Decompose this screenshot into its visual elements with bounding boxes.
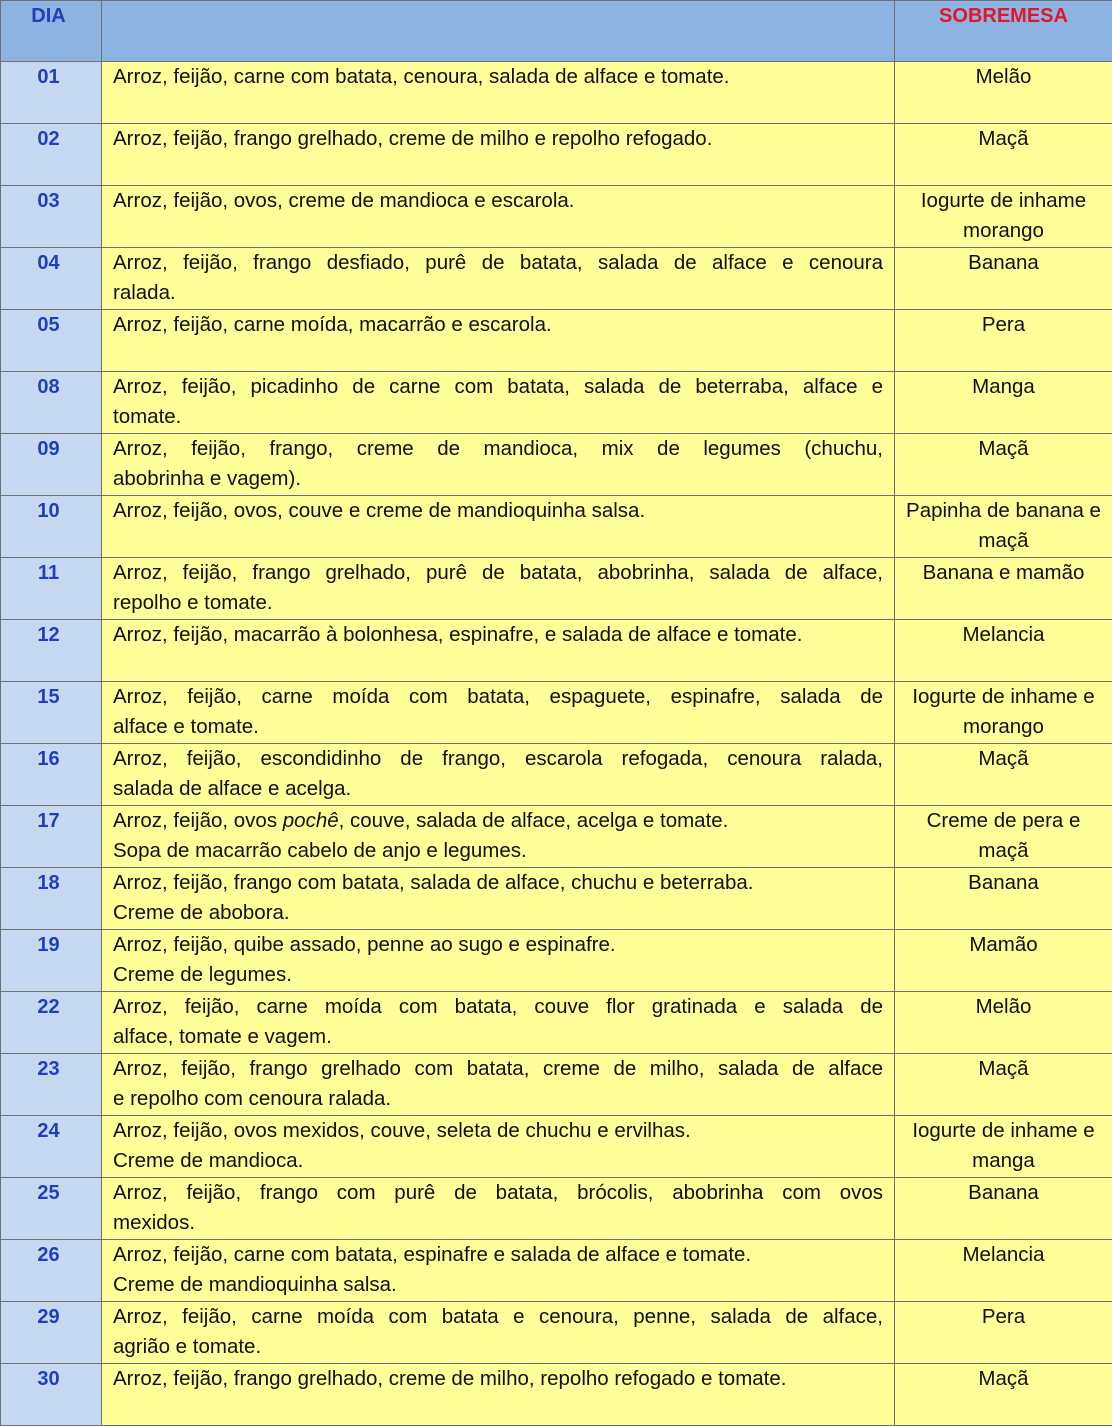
day-cell <box>1 868 102 930</box>
table-row <box>1 124 1112 186</box>
dessert-text: Melancia <box>895 1240 1112 1270</box>
dessert-text: Maçã <box>895 434 1112 464</box>
meal-line: Creme de abobora. <box>113 898 883 928</box>
meal-line: repolho e tomate. <box>113 588 883 618</box>
table-row <box>1 186 1112 248</box>
dessert-text: Melancia <box>895 620 1112 650</box>
meal-line: Arroz, feijão, ovos, creme de mandioca e escarola. <box>113 186 883 216</box>
table-row <box>1 1178 1112 1240</box>
table-row <box>1 1240 1112 1302</box>
dessert-cell <box>895 1178 1112 1240</box>
dessert-cell <box>895 868 1112 930</box>
meal-cell <box>102 1240 895 1302</box>
meal-line: ralada. <box>113 278 883 308</box>
meal-text <box>102 620 894 650</box>
dessert-cell <box>895 1116 1112 1178</box>
dessert-text: Banana <box>895 868 1112 898</box>
meal-cell <box>102 992 895 1054</box>
day-cell <box>1 1054 102 1116</box>
meal-cell <box>102 186 895 248</box>
table-row <box>1 434 1112 496</box>
day-number: 05 <box>1 310 101 337</box>
day-cell <box>1 310 102 372</box>
dessert-cell <box>895 558 1112 620</box>
meal-text <box>102 248 894 308</box>
meal-text <box>102 1178 894 1238</box>
day-number: 16 <box>1 744 101 771</box>
day-number: 29 <box>1 1302 101 1329</box>
table-header-row <box>1 1 1112 62</box>
table-row <box>1 620 1112 682</box>
meal-line: Arroz, feijão, carne moída com batata, espaguete, espinafre, salada de <box>113 682 883 712</box>
meal-line: alface, tomate e vagem. <box>113 1022 883 1052</box>
header-day: DIA <box>1 1 102 62</box>
day-cell <box>1 1240 102 1302</box>
dessert-text: Banana <box>895 1178 1112 1208</box>
meal-text <box>102 496 894 526</box>
meal-cell <box>102 248 895 310</box>
dessert-cell <box>895 310 1112 372</box>
dessert-text: Maçã <box>895 1364 1112 1394</box>
day-cell <box>1 248 102 310</box>
day-number: 10 <box>1 496 101 523</box>
meal-cell <box>102 806 895 868</box>
dessert-text: Maçã <box>895 744 1112 774</box>
meal-text <box>102 992 894 1052</box>
meal-cell <box>102 930 895 992</box>
day-number: 19 <box>1 930 101 957</box>
meal-line <box>113 806 883 836</box>
meal-line: agrião e tomate. <box>113 1332 883 1362</box>
header-dessert: SOBREMESA <box>895 1 1112 62</box>
day-number: 25 <box>1 1178 101 1205</box>
table-row <box>1 930 1112 992</box>
meal-line-part: Arroz, feijão, ovos <box>113 809 283 832</box>
day-number: 24 <box>1 1116 101 1143</box>
meal-cell <box>102 496 895 558</box>
table-row <box>1 744 1112 806</box>
day-number: 17 <box>1 806 101 833</box>
meal-line: Creme de mandioca. <box>113 1146 883 1176</box>
day-number: 11 <box>1 558 101 585</box>
day-number: 18 <box>1 868 101 895</box>
day-cell <box>1 496 102 558</box>
meal-cell <box>102 124 895 186</box>
day-cell <box>1 992 102 1054</box>
day-cell <box>1 372 102 434</box>
meal-cell <box>102 1364 895 1426</box>
dessert-cell <box>895 682 1112 744</box>
meal-line: Arroz, feijão, frango com batata, salada de alface, chuchu e beterraba. <box>113 868 883 898</box>
meal-line: Arroz, feijão, escondidinho de frango, escarola refogada, cenoura ralada, <box>113 744 883 774</box>
table-row <box>1 310 1112 372</box>
day-cell <box>1 1302 102 1364</box>
dessert-cell <box>895 1302 1112 1364</box>
table-row <box>1 1116 1112 1178</box>
day-number: 23 <box>1 1054 101 1081</box>
meal-line: abobrinha e vagem). <box>113 464 883 494</box>
day-number: 12 <box>1 620 101 647</box>
day-cell <box>1 620 102 682</box>
day-cell <box>1 1178 102 1240</box>
table-row <box>1 496 1112 558</box>
dessert-text: Melão <box>895 62 1112 92</box>
meal-text <box>102 682 894 742</box>
dessert-text: Iogurte de inhame e morango <box>895 682 1112 742</box>
dessert-cell <box>895 372 1112 434</box>
dessert-text: Iogurte de inhame e manga <box>895 1116 1112 1176</box>
day-number: 26 <box>1 1240 101 1267</box>
day-number: 30 <box>1 1364 101 1391</box>
day-cell <box>1 744 102 806</box>
dessert-cell <box>895 124 1112 186</box>
day-cell <box>1 186 102 248</box>
meal-cell <box>102 1178 895 1240</box>
meal-text <box>102 124 894 154</box>
meal-line: Arroz, feijão, frango grelhado com batata, creme de milho, salada de alface <box>113 1054 883 1084</box>
dessert-cell <box>895 930 1112 992</box>
meal-cell <box>102 682 895 744</box>
meal-line: Arroz, feijão, frango grelhado, creme de milho e repolho refogado. <box>113 124 883 154</box>
meal-line: Arroz, feijão, frango desfiado, purê de batata, salada de alface e cenoura <box>113 248 883 278</box>
dessert-cell <box>895 496 1112 558</box>
day-cell <box>1 1364 102 1426</box>
dessert-cell <box>895 434 1112 496</box>
dessert-text: Banana <box>895 248 1112 278</box>
meal-line: Arroz, feijão, frango grelhado, purê de batata, abobrinha, salada de alface, <box>113 558 883 588</box>
meal-line: Arroz, feijão, picadinho de carne com batata, salada de beterraba, alface e <box>113 372 883 402</box>
meal-cell <box>102 1302 895 1364</box>
meal-line: alface e tomate. <box>113 712 883 742</box>
day-number: 02 <box>1 124 101 151</box>
meal-cell <box>102 1054 895 1116</box>
meal-line: mexidos. <box>113 1208 883 1238</box>
dessert-cell <box>895 186 1112 248</box>
meal-text <box>102 434 894 494</box>
dessert-cell <box>895 620 1112 682</box>
table-row <box>1 1054 1112 1116</box>
table-row <box>1 1364 1112 1426</box>
meal-line: Arroz, feijão, frango grelhado, creme de milho, repolho refogado e tomate. <box>113 1364 883 1394</box>
dessert-cell <box>895 1054 1112 1116</box>
table-row <box>1 868 1112 930</box>
day-cell <box>1 930 102 992</box>
meal-cell <box>102 558 895 620</box>
meal-text <box>102 310 894 340</box>
table-row <box>1 558 1112 620</box>
meal-cell <box>102 620 895 682</box>
meal-cell <box>102 310 895 372</box>
day-cell <box>1 434 102 496</box>
day-number: 04 <box>1 248 101 275</box>
table-row <box>1 248 1112 310</box>
meal-text <box>102 1054 894 1114</box>
header-meal <box>102 1 895 62</box>
meal-text <box>102 186 894 216</box>
day-cell <box>1 806 102 868</box>
day-number: 22 <box>1 992 101 1019</box>
meal-text <box>102 868 894 928</box>
meal-line: Arroz, feijão, ovos, couve e creme de mandioquinha salsa. <box>113 496 883 526</box>
meal-line: Creme de legumes. <box>113 960 883 990</box>
day-number: 09 <box>1 434 101 461</box>
meal-line: Arroz, feijão, frango com purê de batata, brócolis, abobrinha com ovos <box>113 1178 883 1208</box>
dessert-cell <box>895 1240 1112 1302</box>
meal-cell <box>102 744 895 806</box>
dessert-cell <box>895 806 1112 868</box>
meal-line: Arroz, feijão, carne moída, macarrão e escarola. <box>113 310 883 340</box>
meal-text <box>102 1240 894 1300</box>
day-cell <box>1 682 102 744</box>
dessert-text: Maçã <box>895 124 1112 154</box>
meal-line: tomate. <box>113 402 883 432</box>
meal-line: Arroz, feijão, carne com batata, cenoura, salada de alface e tomate. <box>113 62 883 92</box>
meal-cell <box>102 434 895 496</box>
day-cell <box>1 124 102 186</box>
table-row <box>1 62 1112 124</box>
meal-text <box>102 930 894 990</box>
dessert-cell <box>895 1364 1112 1426</box>
meal-line: Arroz, feijão, frango, creme de mandioca, mix de legumes (chuchu, <box>113 434 883 464</box>
table-row <box>1 806 1112 868</box>
meal-text <box>102 62 894 92</box>
meal-line: Arroz, feijão, carne com batata, espinafre e salada de alface e tomate. <box>113 1240 883 1270</box>
meal-text <box>102 744 894 804</box>
dessert-text: Pera <box>895 310 1112 340</box>
dessert-cell <box>895 248 1112 310</box>
meal-line: Arroz, feijão, carne moída com batata, couve flor gratinada e salada de <box>113 992 883 1022</box>
dessert-cell <box>895 744 1112 806</box>
day-number: 03 <box>1 186 101 213</box>
meal-line: Creme de mandioquinha salsa. <box>113 1270 883 1300</box>
meal-text <box>102 1302 894 1362</box>
dessert-text: Manga <box>895 372 1112 402</box>
meal-line: Arroz, feijão, carne moída com batata e cenoura, penne, salada de alface, <box>113 1302 883 1332</box>
dessert-text: Mamão <box>895 930 1112 960</box>
table-row <box>1 1302 1112 1364</box>
meal-cell <box>102 372 895 434</box>
meal-line: Arroz, feijão, quibe assado, penne ao sugo e espinafre. <box>113 930 883 960</box>
meal-line: e repolho com cenoura ralada. <box>113 1084 883 1114</box>
meal-text <box>102 558 894 618</box>
day-cell <box>1 62 102 124</box>
day-number: 15 <box>1 682 101 709</box>
table-row <box>1 992 1112 1054</box>
dessert-text: Creme de pera e maçã <box>895 806 1112 866</box>
dessert-text: Papinha de banana e maçã <box>895 496 1112 556</box>
meal-text <box>102 806 894 866</box>
day-number: 01 <box>1 62 101 89</box>
meal-line: salada de alface e acelga. <box>113 774 883 804</box>
meal-cell <box>102 1116 895 1178</box>
dessert-text: Iogurte de inhame morango <box>895 186 1112 246</box>
meal-cell <box>102 62 895 124</box>
meal-text <box>102 1116 894 1176</box>
meal-text <box>102 1364 894 1394</box>
table-row <box>1 682 1112 744</box>
meal-cell <box>102 868 895 930</box>
table-row <box>1 372 1112 434</box>
meal-text <box>102 372 894 432</box>
meal-line: Arroz, feijão, ovos mexidos, couve, seleta de chuchu e ervilhas. <box>113 1116 883 1146</box>
dessert-cell <box>895 62 1112 124</box>
day-cell <box>1 1116 102 1178</box>
dessert-cell <box>895 992 1112 1054</box>
menu-body <box>1 62 1112 1426</box>
day-cell <box>1 558 102 620</box>
meal-line-part: , couve, salada de alface, acelga e tomate. <box>339 809 729 832</box>
dessert-text: Maçã <box>895 1054 1112 1084</box>
meal-line: Sopa de macarrão cabelo de anjo e legumes. <box>113 836 883 866</box>
meal-line-italic: pochê <box>283 809 339 832</box>
dessert-text: Banana e mamão <box>895 558 1112 588</box>
day-number: 08 <box>1 372 101 399</box>
dessert-text: Pera <box>895 1302 1112 1332</box>
dessert-text: Melão <box>895 992 1112 1022</box>
meal-line: Arroz, feijão, macarrão à bolonhesa, espinafre, e salada de alface e tomate. <box>113 620 883 650</box>
